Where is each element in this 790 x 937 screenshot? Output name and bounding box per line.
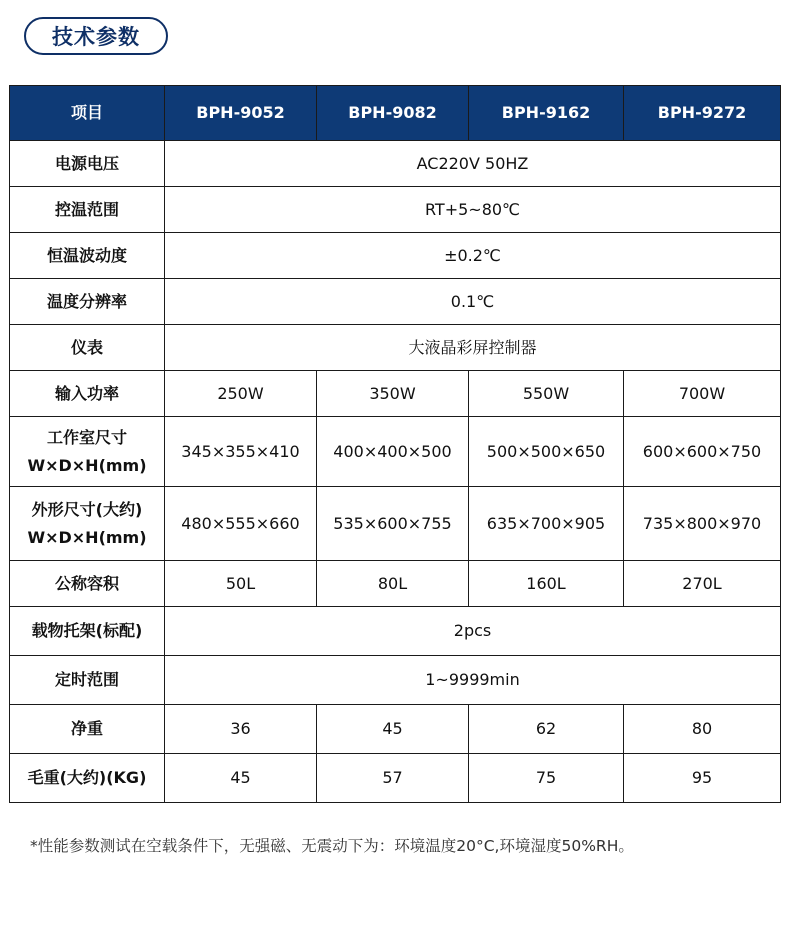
value-cell: 250W	[165, 371, 317, 417]
table-row	[10, 371, 781, 417]
table-row	[10, 656, 781, 705]
merged-value-cell: 0.1℃	[165, 279, 781, 325]
table-row	[10, 233, 781, 279]
row-label: 公称容积	[10, 561, 165, 607]
value-cell: 635×700×905	[469, 487, 624, 561]
value-cell: 36	[165, 705, 317, 754]
footnote: *性能参数测试在空载条件下，无强磁、无震动下为：环境温度20°C,环境湿度50%RH。	[30, 837, 634, 855]
table-row	[10, 754, 781, 803]
row-label: 仪表	[10, 325, 165, 371]
value-cell: 50L	[165, 561, 317, 607]
table-row	[10, 279, 781, 325]
row-label-line: 外形尺寸(大约)	[31, 499, 143, 519]
row-label: 电源电压	[10, 141, 165, 187]
row-label: 净重	[10, 705, 165, 754]
row-label: 载物托架(标配)	[10, 607, 165, 656]
table-header-row	[10, 86, 781, 141]
table-row	[10, 487, 781, 561]
value-cell: 57	[317, 754, 469, 803]
table-row	[10, 607, 781, 656]
row-label: 定时范围	[10, 656, 165, 705]
value-cell: 62	[469, 705, 624, 754]
value-cell: 700W	[624, 371, 781, 417]
value-cell: 735×800×970	[624, 487, 781, 561]
row-label	[10, 417, 165, 487]
value-cell: 80	[624, 705, 781, 754]
header-cell-model: BPH-9052	[165, 86, 317, 141]
value-cell: 350W	[317, 371, 469, 417]
row-label	[10, 487, 165, 561]
table-row	[10, 141, 781, 187]
table-row	[10, 561, 781, 607]
merged-value-cell: 大液晶彩屏控制器	[165, 325, 781, 371]
row-label: 毛重(大约)(KG)	[10, 754, 165, 803]
header-cell-model: BPH-9272	[624, 86, 781, 141]
value-cell: 80L	[317, 561, 469, 607]
row-label: 温度分辨率	[10, 279, 165, 325]
value-cell: 160L	[469, 561, 624, 607]
value-cell: 45	[165, 754, 317, 803]
row-label-line: W×D×H(mm)	[27, 527, 147, 547]
value-cell: 400×400×500	[317, 417, 469, 487]
value-cell: 600×600×750	[624, 417, 781, 487]
value-cell: 535×600×755	[317, 487, 469, 561]
spec-table	[9, 85, 781, 803]
row-label: 控温范围	[10, 187, 165, 233]
merged-value-cell: 2pcs	[165, 607, 781, 656]
header-cell-model: BPH-9082	[317, 86, 469, 141]
value-cell: 45	[317, 705, 469, 754]
value-cell: 480×555×660	[165, 487, 317, 561]
value-cell: 550W	[469, 371, 624, 417]
value-cell: 95	[624, 754, 781, 803]
table-row	[10, 325, 781, 371]
merged-value-cell: ±0.2℃	[165, 233, 781, 279]
table-row	[10, 417, 781, 487]
row-label: 恒温波动度	[10, 233, 165, 279]
value-cell: 270L	[624, 561, 781, 607]
table-row	[10, 705, 781, 754]
row-label: 输入功率	[10, 371, 165, 417]
value-cell: 345×355×410	[165, 417, 317, 487]
merged-value-cell: RT+5~80℃	[165, 187, 781, 233]
table-row	[10, 187, 781, 233]
merged-value-cell: 1~9999min	[165, 656, 781, 705]
row-label-line: 工作室尺寸	[46, 427, 127, 447]
row-label-line: W×D×H(mm)	[27, 455, 147, 475]
merged-value-cell: AC220V 50HZ	[165, 141, 781, 187]
header-cell-model: BPH-9162	[469, 86, 624, 141]
section-title-badge: 技术参数	[24, 17, 168, 55]
value-cell: 500×500×650	[469, 417, 624, 487]
header-cell-item: 项目	[10, 86, 165, 141]
value-cell: 75	[469, 754, 624, 803]
